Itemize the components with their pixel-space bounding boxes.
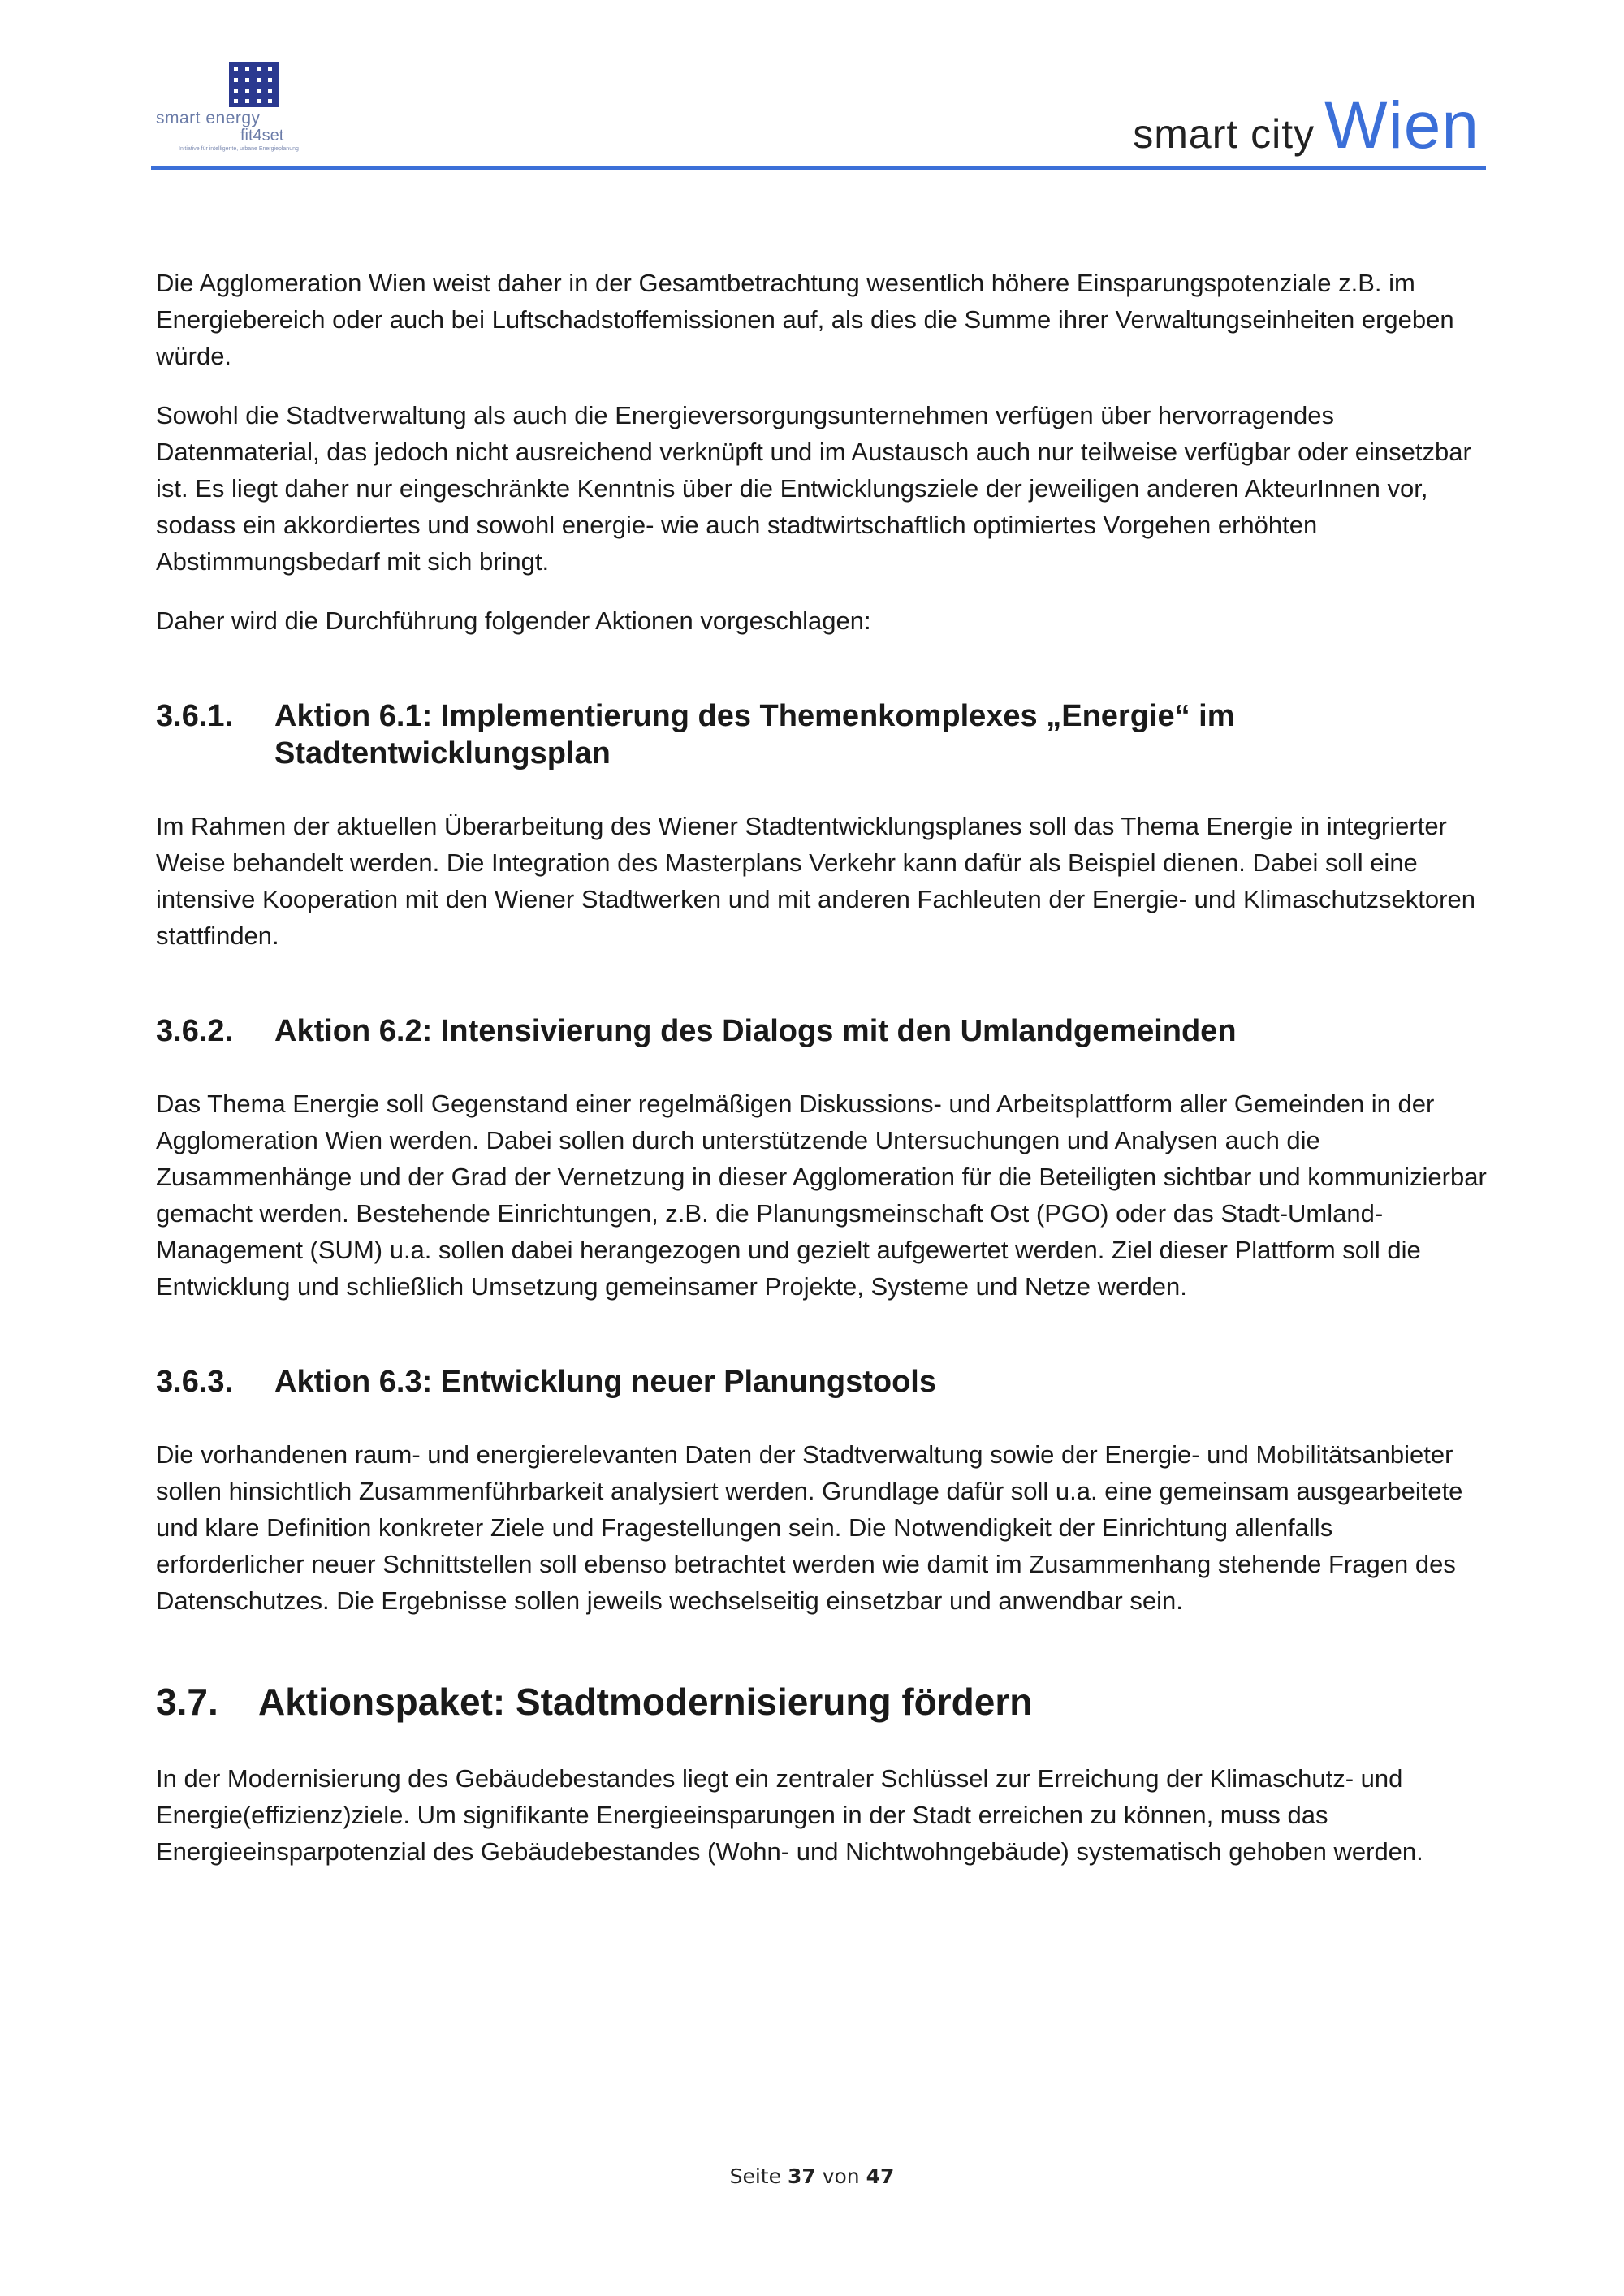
section-heading-3-6-1 xyxy=(156,697,1488,772)
brand-smart-city: smart city xyxy=(1133,111,1315,157)
intro-paragraph-2: Sowohl die Stadtverwaltung als auch die Energieversorgungsunternehmen verfügen über hervorragendes Datenmaterial, das jedoch nicht ausreichend verknüpft und im Austausch auch nur teilweise verfügbar oder einsetzbar ist. Es liegt daher nur eingeschränkte Kenntnis über die Entwicklungsziele der jeweiligen anderen AkteurInnen vor, sodass ein akkordiertes und sowohl energie- wie auch stadtwirtschaftlich optimiertes Vorgehen erhöhten Abstimmungsbedarf mit sich bringt. xyxy=(156,401,1471,576)
footer-separator: von xyxy=(822,2164,860,2188)
section-title: Aktion 6.2: Intensivierung des Dialogs mit den Umlandgemeinden xyxy=(274,1014,1237,1048)
section-number: 3.6.1. xyxy=(156,699,234,733)
section-heading-3-6-3 xyxy=(156,1363,1488,1400)
footer-prefix: Seite xyxy=(729,2164,781,2188)
page-footer xyxy=(0,2164,1624,2188)
intro-paragraph-1: Die Agglomeration Wien weist daher in der Gesamtbetrachtung wesentlich höhere Einsparungspotenziale z.B. im Energiebereich oder auch bei Luftschadstoffemissionen auf, als dies die Summe ihrer Verwaltungseinheiten ergeben würde. xyxy=(156,269,1454,370)
smart-city-wien-brand xyxy=(1133,88,1479,164)
section-body-3-6-2: Das Thema Energie soll Gegenstand einer regelmäßigen Diskussions- und Arbeitsplattform aller Gemeinden in der Agglomeration Wien werden. Dabei sollen durch unterstützende Untersuchungen und Analysen auch die Zusammenhänge und der Grad der Vernetzung in dieser Agglomeration für die Beteiligten sichtbar und kommunizierbar gemacht werden. Bestehende Einrichtungen, z.B. die Planungsmeinschaft Ost (PGO) oder das Stadt-Umland-Management (SUM) u.a. sollen dabei herangezogen und gezielt aufgewertet werden. Ziel dieser Plattform soll die Entwicklung und schließlich Umsetzung gemeinsamer Projekte, Systeme und Netze werden. xyxy=(156,1090,1487,1301)
chapter-body-3-7: In der Modernisierung des Gebäudebestandes liegt ein zentraler Schlüssel zur Erreichung der Klimaschutz- und Energie(effizienz)ziele. Um signifikante Energieeinsparungen in der Stadt erreichen zu können, muss das Energieeinsparpotenzial des Gebäudebestandes (Wohn- und Nichtwohngebäude) systematisch gehoben werden. xyxy=(156,1764,1423,1866)
section-number: 3.6.2. xyxy=(156,1014,234,1048)
document-body xyxy=(156,265,1488,1892)
section-number: 3.6.3. xyxy=(156,1365,234,1399)
section-body-3-6-1: Im Rahmen der aktuellen Überarbeitung des Wiener Stadtentwicklungsplanes soll das Thema Energie in integrierter Weise behandelt werden. Die Integration des Masterplans Verkehr kann dafür als Beispiel dienen. Dabei soll eine intensive Kooperation mit den Wiener Stadtwerken und mit anderen Fachleuten der Energie- und Klimaschutzsektoren stattfinden. xyxy=(156,812,1475,950)
brand-wien: Wien xyxy=(1324,88,1479,162)
logo-text-line2: fit4set xyxy=(240,127,284,145)
logo-text-line1: smart energy xyxy=(156,109,261,127)
logo-grid-icon xyxy=(229,62,279,107)
section-body-3-6-3: Die vorhandenen raum- und energierelevanten Daten der Stadtverwaltung sowie der Energie- und Mobilitätsanbieter sollen hinsichtlich Zusammenführbarkeit analysiert werden. Grundlage dafür soll u.a. eine gemeinsam ausgearbeitete und klare Definition konkreter Ziele und Fragestellungen sein. Die Notwendigkeit der Einrichtung allenfalls erforderlicher neuer Schnittstellen soll ebenso betrachtet werden wie damit im Zusammenhang stehende Fragen des Datenschutzes. Die Ergebnisse sollen jeweils wechselseitig einsetzbar und anwendbar sein. xyxy=(156,1440,1463,1615)
page-header xyxy=(151,58,1486,172)
logo-tagline: Initiative für intelligente, urbane Energieplanung xyxy=(179,146,299,152)
section-title: Aktion 6.3: Entwicklung neuer Planungstools xyxy=(274,1365,936,1399)
smart-energy-logo xyxy=(151,62,313,159)
section-heading-3-6-2 xyxy=(156,1012,1488,1050)
section-title: Aktion 6.1: Implementierung des Themenkomplexes „Energie“ im Stadtentwicklungsplan xyxy=(274,699,1235,770)
header-divider xyxy=(151,166,1486,170)
chapter-title: Aktionspaket: Stadtmodernisierung fördern xyxy=(258,1681,1033,1723)
chapter-heading-3-7 xyxy=(156,1679,1488,1724)
footer-current-page: 37 xyxy=(787,2164,816,2188)
footer-total-pages: 47 xyxy=(866,2164,895,2188)
intro-paragraph-3: Daher wird die Durchführung folgender Aktionen vorgeschlagen: xyxy=(156,606,871,635)
chapter-number: 3.7. xyxy=(156,1681,218,1723)
